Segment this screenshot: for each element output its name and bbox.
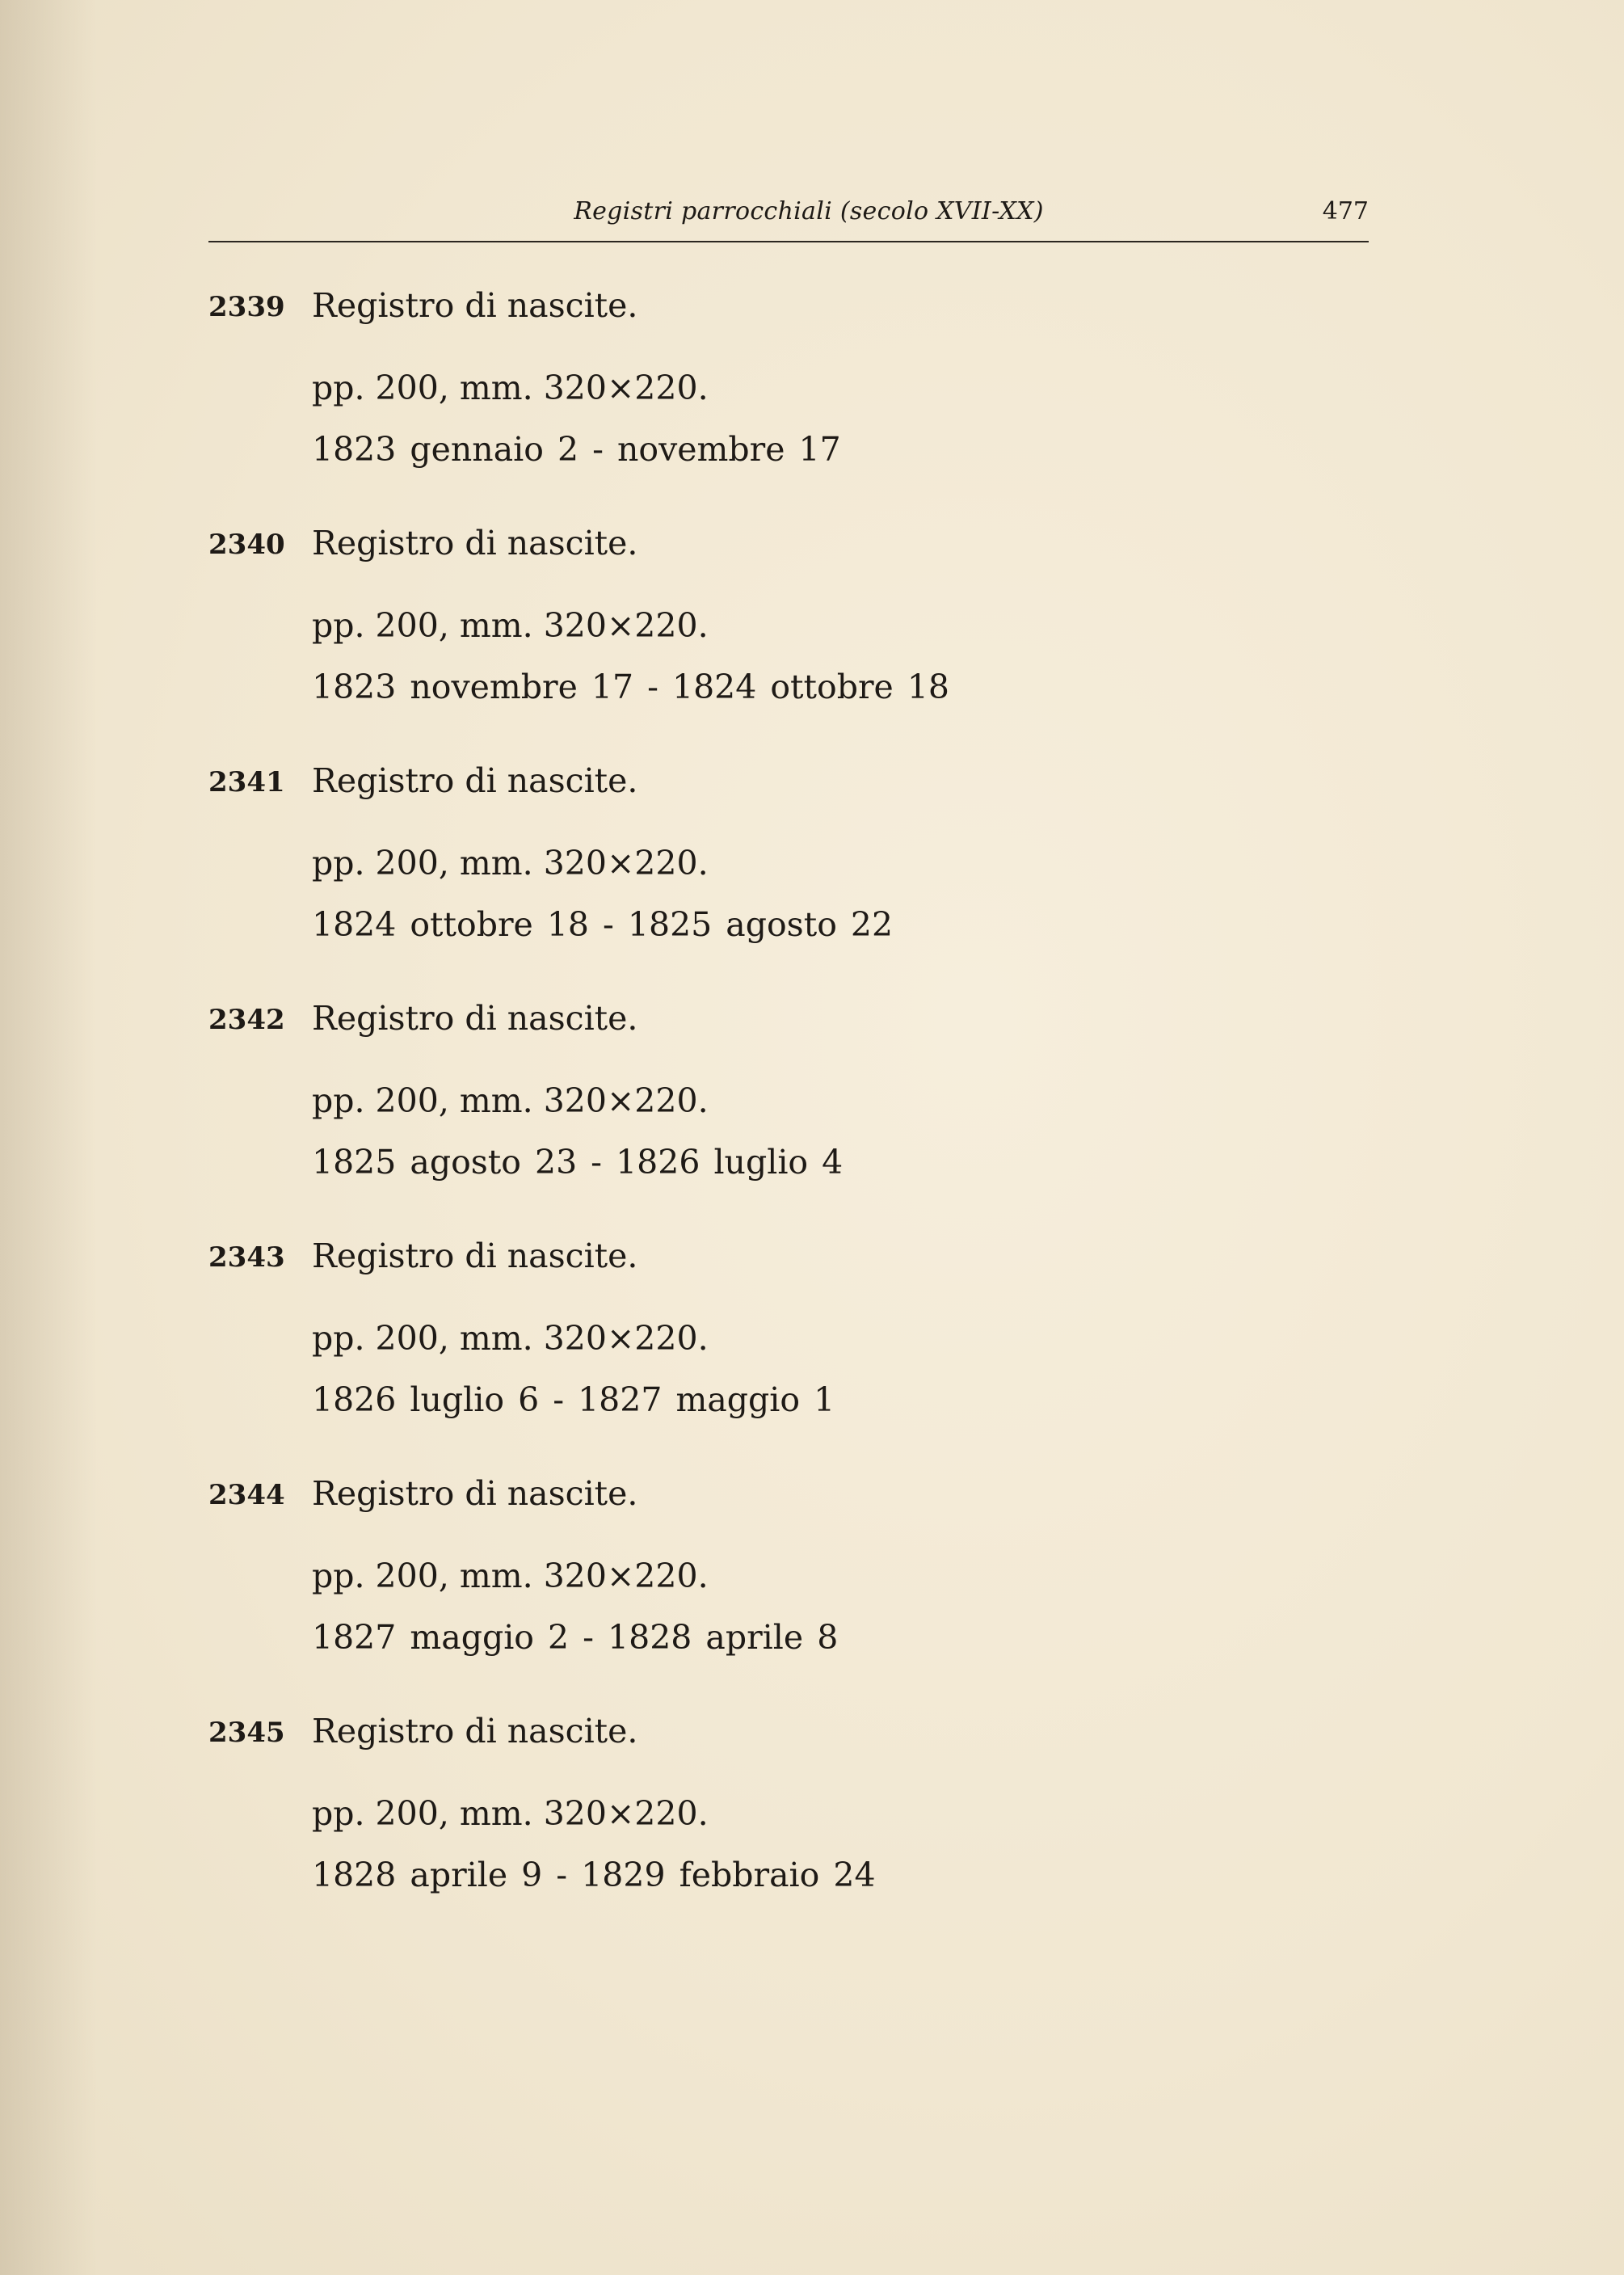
entry-extent: pp. 200, mm. 320×220.	[312, 369, 709, 407]
entry-dates: 1827 maggio 2 - 1828 aprile 8	[312, 1618, 839, 1657]
entry-title: Registro di nascite.	[312, 761, 638, 800]
entry-number: 2344	[208, 1479, 285, 1511]
entry-number: 2342	[208, 1004, 285, 1036]
entry-extent: pp. 200, mm. 320×220.	[312, 1319, 709, 1358]
entry-dates: 1823 novembre 17 - 1824 ottobre 18	[312, 668, 950, 706]
entry-number: 2343	[208, 1241, 285, 1274]
entry-dates: 1828 aprile 9 - 1829 febbraio 24	[312, 1856, 876, 1894]
page-number: 477	[1322, 197, 1369, 225]
entry-title: Registro di nascite.	[312, 1237, 638, 1275]
entry-extent: pp. 200, mm. 320×220.	[312, 1794, 709, 1833]
entry-number: 2339	[208, 291, 285, 323]
entry-title: Registro di nascite.	[312, 999, 638, 1038]
entry-dates: 1826 luglio 6 - 1827 maggio 1	[312, 1380, 835, 1419]
entry-extent: pp. 200, mm. 320×220.	[312, 844, 709, 883]
entry-extent: pp. 200, mm. 320×220.	[312, 1081, 709, 1120]
entry-title: Registro di nascite.	[312, 1712, 638, 1750]
catalog-entry	[208, 1712, 1369, 1954]
catalog-entry	[208, 524, 1369, 766]
spine-shadow	[0, 0, 97, 2275]
entry-title: Registro di nascite.	[312, 1474, 638, 1513]
entry-dates: 1823 gennaio 2 - novembre 17	[312, 430, 841, 469]
entry-extent: pp. 200, mm. 320×220.	[312, 1557, 709, 1595]
catalog-entry	[208, 1474, 1369, 1717]
catalog-entry	[208, 999, 1369, 1241]
running-title: Registri parrocchiali (secolo XVII-XX)	[574, 197, 1044, 225]
catalog-entry	[208, 1237, 1369, 1479]
entry-dates: 1825 agosto 23 - 1826 luglio 4	[312, 1143, 844, 1182]
entry-number: 2345	[208, 1717, 285, 1749]
entry-number: 2340	[208, 529, 285, 561]
catalog-entry	[208, 761, 1369, 1004]
entry-extent: pp. 200, mm. 320×220.	[312, 606, 709, 645]
entry-dates: 1824 ottobre 18 - 1825 agosto 22	[312, 905, 894, 944]
entry-title: Registro di nascite.	[312, 524, 638, 562]
page-header	[208, 192, 1369, 242]
entry-title: Registro di nascite.	[312, 286, 638, 325]
entry-list	[208, 286, 1369, 1954]
catalog-entry	[208, 286, 1369, 529]
entry-number: 2341	[208, 766, 285, 798]
